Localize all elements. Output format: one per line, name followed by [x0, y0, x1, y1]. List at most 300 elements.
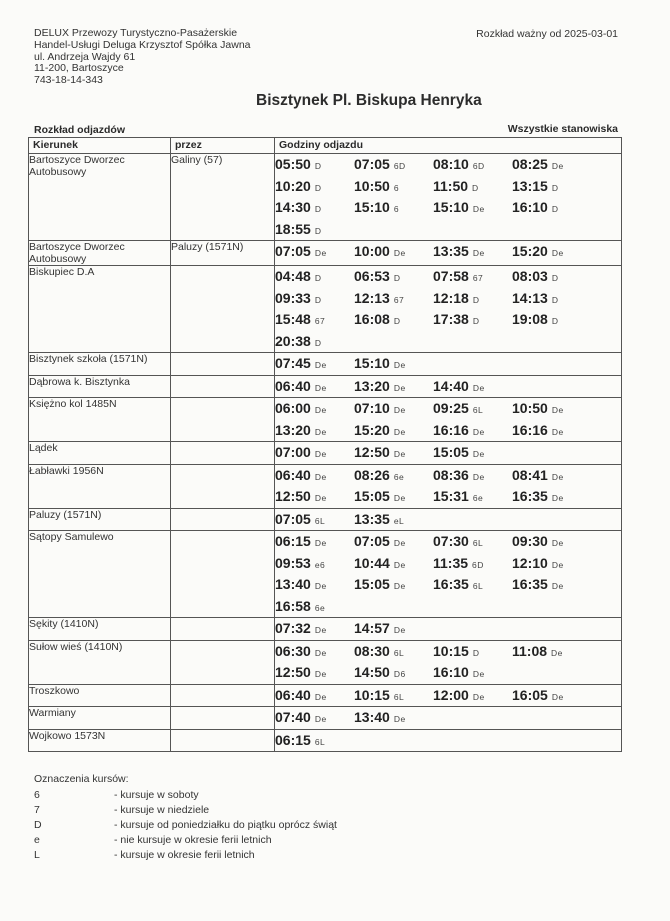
departures-cell [275, 464, 622, 508]
departure-item [433, 154, 512, 176]
table-row [29, 707, 622, 730]
departure-flags: 6e [393, 471, 405, 482]
departure-flags: De [393, 405, 406, 415]
departure-flags: De [314, 449, 327, 459]
timetable-header [29, 138, 622, 154]
departure-flags: De [314, 360, 327, 370]
departure-flags: De [393, 360, 406, 370]
departure-item [433, 241, 512, 263]
departure-flags: De [472, 449, 485, 459]
via-cell [171, 531, 275, 618]
departures-cell [275, 442, 622, 465]
departure-item [275, 509, 354, 531]
departure-time: 13:40 [354, 709, 390, 725]
departure-item [354, 618, 433, 640]
via-cell [171, 508, 275, 531]
departure-item [275, 197, 354, 219]
via-cell [171, 266, 275, 353]
departure-flags: De [551, 647, 563, 658]
departure-flags: D [314, 337, 322, 348]
departure-item [275, 707, 354, 729]
destination-cell: Bartoszyce Dworzec Autobusowy [29, 154, 171, 241]
departure-time: 07:40 [275, 709, 311, 725]
departure-time: 11:50 [433, 177, 469, 194]
legend-code: 7 [34, 804, 40, 816]
departure-item [354, 531, 433, 553]
departure-time: 10:44 [354, 554, 390, 571]
departure-flags: 6e [472, 493, 484, 503]
table-row [29, 241, 622, 266]
departure-grid [275, 465, 621, 508]
departure-time: 16:10 [433, 664, 469, 680]
departure-item [275, 219, 354, 241]
departure-item [512, 420, 591, 442]
departure-flags: 6e [314, 602, 326, 613]
departure-time: 15:48 [275, 311, 311, 327]
departure-time: 17:38 [433, 311, 469, 327]
departure-time: 15:10 [354, 199, 390, 215]
departure-flags: D [551, 204, 559, 214]
departure-grid [275, 154, 621, 240]
departure-time: 06:40 [275, 466, 311, 483]
departure-time: 12:50 [354, 444, 390, 460]
via-cell [171, 684, 275, 707]
departure-item [354, 486, 433, 508]
departure-item [512, 553, 591, 575]
legend-code: L [34, 849, 40, 861]
departure-item [433, 176, 512, 198]
via-cell: Paluzy (1571N) [171, 241, 275, 266]
departure-time: 08:30 [354, 642, 390, 659]
via-cell [171, 618, 275, 641]
departure-item [354, 707, 433, 729]
destination-cell: Sękity (1410N) [29, 618, 171, 641]
departure-item [354, 553, 433, 575]
via-cell [171, 729, 275, 752]
departure-flags: De [314, 493, 327, 503]
departure-flags: De [393, 559, 406, 570]
company-line: 11-200, Bartoszyce [34, 62, 124, 75]
departure-flags: De [314, 382, 327, 393]
table-row [29, 353, 622, 376]
departure-item [275, 596, 354, 618]
company-line: ul. Andrzeja Wajdy 61 [34, 50, 136, 63]
departure-flags: D [314, 161, 322, 171]
departure-flags: 6 [393, 182, 400, 193]
destination-cell: Wojkowo 1573N [29, 729, 171, 752]
departures-cell [275, 729, 622, 752]
departure-time: 10:00 [354, 243, 390, 259]
departure-time: 06:15 [275, 533, 311, 549]
departure-item [512, 465, 591, 487]
departure-flags: D [551, 316, 559, 326]
departure-flags: De [314, 248, 327, 258]
destination-cell: Księżno kol 1485N [29, 398, 171, 442]
departure-flags: De [472, 471, 485, 482]
departure-item [433, 465, 512, 487]
table-row [29, 398, 622, 442]
departure-flags: De [393, 248, 406, 258]
departure-time: 14:50 [354, 664, 390, 680]
departure-time: 06:40 [275, 686, 311, 703]
departure-item [433, 420, 512, 442]
departure-time: 15:05 [433, 444, 469, 460]
departure-item [512, 574, 591, 596]
departure-time: 13:20 [275, 421, 311, 438]
departure-flags: De [551, 426, 564, 437]
legend-code: D [34, 819, 42, 831]
departure-time: 09:30 [512, 533, 548, 549]
departure-grid [275, 618, 621, 640]
departure-flags: 6L [393, 691, 405, 702]
via-cell [171, 442, 275, 465]
departure-time: 09:25 [433, 400, 469, 416]
departures-cell [275, 508, 622, 531]
departure-grid [275, 376, 621, 398]
departure-time: 15:10 [354, 355, 390, 371]
destination-cell: Lądek [29, 442, 171, 465]
departure-item [354, 509, 433, 531]
departure-item [433, 309, 512, 331]
departure-flags: D [314, 204, 322, 214]
departure-item [275, 531, 354, 553]
departure-item [354, 309, 433, 331]
departure-flags: De [551, 559, 564, 570]
table-row [29, 684, 622, 707]
departure-item [275, 266, 354, 288]
departure-item [354, 442, 433, 464]
departure-item [512, 241, 591, 263]
table-row [29, 640, 622, 684]
departure-time: 10:15 [354, 686, 390, 703]
departure-item [512, 309, 591, 331]
departure-time: 05:50 [275, 156, 311, 172]
departure-time: 18:55 [275, 220, 311, 237]
departure-flags: e6 [314, 559, 326, 570]
departure-item [512, 197, 591, 219]
departure-time: 12:50 [275, 664, 311, 680]
departure-flags: De [314, 405, 327, 415]
destination-cell: Paluzy (1571N) [29, 508, 171, 531]
departure-flags: D [551, 182, 559, 193]
departure-flags: De [314, 714, 327, 724]
departure-item [433, 531, 512, 553]
departure-time: 15:20 [512, 243, 548, 259]
departure-time: 09:33 [275, 289, 311, 306]
departure-item [275, 574, 354, 596]
departures-cell [275, 266, 622, 353]
departure-flags: D [314, 225, 322, 236]
departure-item [354, 176, 433, 198]
departures-cell [275, 353, 622, 376]
departure-item [275, 331, 354, 353]
departure-time: 16:35 [433, 576, 469, 592]
departure-flags: De [314, 647, 327, 658]
departure-flags: De [393, 426, 406, 437]
departure-flags: 6L [472, 538, 484, 548]
departures-cell [275, 707, 622, 730]
destination-cell: Bartoszyce Dworzec Autobusowy [29, 241, 171, 266]
departure-time: 10:20 [275, 177, 311, 194]
departure-flags: De [393, 714, 406, 724]
col-direction: Kierunek [29, 138, 171, 154]
via-cell [171, 707, 275, 730]
destination-cell: Łabławki 1956N [29, 464, 171, 508]
departure-flags: De [314, 471, 327, 482]
departure-time: 16:16 [433, 421, 469, 438]
departure-flags: 67 [393, 294, 405, 305]
departure-item [433, 288, 512, 310]
legend-item [34, 848, 337, 863]
destination-cell: Bisztynek szkoła (1571N) [29, 353, 171, 376]
departure-item [512, 531, 591, 553]
departure-item [512, 685, 591, 707]
departure-item [275, 154, 354, 176]
departure-item [354, 398, 433, 420]
departure-flags: De [551, 405, 564, 415]
departure-time: 07:10 [354, 400, 390, 416]
departure-time: 13:35 [354, 510, 390, 527]
departure-item [433, 197, 512, 219]
departure-flags: D [472, 647, 480, 658]
departure-item [354, 197, 433, 219]
departure-item [433, 376, 512, 398]
departure-item [275, 176, 354, 198]
departure-flags: De [393, 581, 406, 591]
departure-flags: D [393, 273, 401, 283]
departure-time: 07:00 [275, 444, 311, 460]
departure-time: 20:38 [275, 332, 311, 349]
table-row [29, 154, 622, 241]
table-row [29, 266, 622, 353]
legend-item [34, 803, 337, 818]
departure-time: 11:08 [512, 642, 548, 659]
destination-cell: Dąbrowa k. Bisztynka [29, 375, 171, 398]
departure-flags: 6D [393, 161, 406, 171]
departure-time: 09:53 [275, 554, 311, 571]
departure-flags: De [314, 538, 327, 548]
departure-time: 07:30 [433, 533, 469, 549]
departure-item [275, 442, 354, 464]
departure-flags: De [472, 669, 485, 679]
departure-time: 15:05 [354, 488, 390, 504]
via-cell [171, 640, 275, 684]
departures-cell [275, 684, 622, 707]
departure-time: 10:50 [512, 400, 548, 416]
departure-flags: De [551, 538, 564, 548]
destination-cell: Warmiany [29, 707, 171, 730]
departure-flags: De [314, 426, 327, 437]
departure-time: 14:57 [354, 620, 390, 636]
departure-time: 06:15 [275, 731, 311, 748]
departure-time: 13:35 [433, 243, 469, 259]
departure-flags: D [314, 182, 322, 193]
via-cell [171, 398, 275, 442]
departure-flags: 6L [393, 647, 405, 658]
destination-cell: Sątopy Samulewo [29, 531, 171, 618]
table-row [29, 375, 622, 398]
departure-flags: D [551, 273, 559, 283]
departure-item [512, 641, 591, 663]
departure-time: 16:08 [354, 311, 390, 327]
legend-desc: - kursuje w okresie ferii letnich [114, 849, 255, 861]
departure-flags: De [551, 248, 564, 258]
departure-grid [275, 685, 621, 707]
departure-time: 16:35 [512, 576, 548, 592]
stop-title: Bisztynek Pl. Biskupa Henryka [256, 92, 482, 109]
departure-time: 08:25 [512, 156, 548, 172]
departure-time: 07:05 [354, 156, 390, 172]
schedule-label: Rozkład odjazdów [34, 124, 126, 136]
departure-grid [275, 641, 621, 684]
departure-flags: De [314, 691, 327, 702]
departure-item [512, 176, 591, 198]
departure-flags: De [472, 204, 485, 214]
via-cell [171, 353, 275, 376]
departure-item [354, 353, 433, 375]
departure-flags: 6L [472, 405, 484, 415]
departures-cell [275, 398, 622, 442]
departure-flags: De [393, 625, 406, 635]
departure-item [275, 641, 354, 663]
departure-flags: D [314, 294, 322, 305]
departure-item [512, 288, 591, 310]
departure-time: 16:16 [512, 421, 548, 438]
departure-time: 07:45 [275, 355, 311, 371]
departure-item [275, 465, 354, 487]
table-row [29, 618, 622, 641]
departure-flags: 6 [393, 204, 400, 214]
departure-flags: eL [393, 515, 405, 526]
departure-time: 08:03 [512, 268, 548, 284]
stations-label: Wszystkie stanowiska [507, 123, 618, 135]
departure-item [433, 486, 512, 508]
departure-item [354, 376, 433, 398]
departure-flags: De [472, 382, 485, 393]
departure-flags: 67 [314, 316, 326, 326]
departure-item [433, 442, 512, 464]
departure-flags: De [393, 493, 406, 503]
departure-time: 12:10 [512, 554, 548, 571]
departure-time: 12:00 [433, 686, 469, 703]
col-times: Godziny odjazdu [275, 138, 622, 154]
departure-item [433, 641, 512, 663]
departure-item [354, 641, 433, 663]
departure-item [275, 353, 354, 375]
departure-item [512, 154, 591, 176]
via-cell [171, 464, 275, 508]
departure-time: 08:36 [433, 466, 469, 483]
departure-grid [275, 509, 621, 531]
departure-time: 13:20 [354, 377, 390, 394]
departure-flags: De [551, 161, 564, 171]
departure-item [275, 398, 354, 420]
departure-time: 07:32 [275, 620, 311, 636]
departure-item [354, 662, 433, 684]
via-cell [171, 375, 275, 398]
legend-desc: - kursuje w niedziele [114, 804, 210, 816]
departure-time: 08:26 [354, 466, 390, 483]
departure-flags: 6L [314, 736, 326, 747]
departure-flags: D [472, 316, 480, 326]
departure-time: 07:58 [433, 268, 469, 284]
departure-flags: D6 [393, 669, 406, 679]
company-line: DELUX Przewozy Turystyczno-Pasażerskie [34, 27, 238, 39]
departure-time: 08:41 [512, 466, 548, 483]
departure-flags: 6D [472, 559, 484, 570]
departure-time: 15:05 [354, 576, 390, 592]
legend-desc: - kursuje w soboty [114, 789, 199, 801]
departure-item [354, 465, 433, 487]
departure-time: 06:53 [354, 268, 390, 284]
legend-desc: - kursuje od poniedziałku do piątku oprócz świąt [114, 819, 337, 831]
departure-time: 15:20 [354, 421, 390, 438]
legend-desc: - nie kursuje w okresie ferii letnich [114, 834, 272, 846]
departure-time: 08:10 [433, 156, 469, 172]
departure-time: 16:10 [512, 199, 548, 215]
departure-item [275, 309, 354, 331]
departure-time: 10:15 [433, 642, 469, 659]
legend-title: Oznaczenia kursów: [34, 773, 129, 785]
departure-time: 12:13 [354, 289, 390, 306]
departure-time: 16:58 [275, 597, 311, 614]
departure-flags: 6D [472, 161, 485, 171]
table-row [29, 442, 622, 465]
departure-flags: 6L [472, 581, 484, 591]
departure-time: 12:18 [433, 289, 469, 306]
departure-item [275, 662, 354, 684]
departure-flags: De [551, 493, 564, 503]
departure-time: 16:05 [512, 686, 548, 703]
departure-flags: De [551, 471, 564, 482]
departure-time: 14:40 [433, 377, 469, 394]
departure-grid [275, 442, 621, 464]
departures-cell [275, 618, 622, 641]
departure-time: 15:31 [433, 488, 469, 504]
departure-time: 13:15 [512, 177, 548, 194]
departure-time: 12:50 [275, 488, 311, 504]
via-cell: Galiny (57) [171, 154, 275, 241]
destination-cell: Troszkowo [29, 684, 171, 707]
departure-item [275, 241, 354, 263]
departure-flags: De [393, 382, 406, 393]
legend-code: e [34, 834, 40, 846]
company-line: 743-18-14-343 [34, 74, 103, 87]
departure-time: 11:35 [433, 554, 469, 571]
departure-item [275, 553, 354, 575]
departure-time: 06:40 [275, 377, 311, 394]
departure-time: 07:05 [275, 243, 311, 259]
departures-cell [275, 531, 622, 618]
legend [34, 773, 337, 863]
departure-grid [275, 266, 621, 352]
departure-time: 07:05 [354, 533, 390, 549]
departure-flags: De [393, 449, 406, 459]
departure-flags: D [393, 316, 401, 326]
departure-item [354, 574, 433, 596]
departure-item [433, 553, 512, 575]
departure-time: 14:30 [275, 199, 311, 215]
departure-time: 14:13 [512, 289, 548, 306]
departure-item [275, 730, 354, 752]
departure-time: 06:30 [275, 642, 311, 659]
departures-cell [275, 640, 622, 684]
departure-flags: De [551, 581, 564, 591]
departure-item [433, 266, 512, 288]
departure-flags: De [472, 426, 485, 437]
company-line: Handel-Usługi Deluga Krzysztof Spółka Jawna [34, 38, 251, 51]
departure-grid [275, 353, 621, 375]
